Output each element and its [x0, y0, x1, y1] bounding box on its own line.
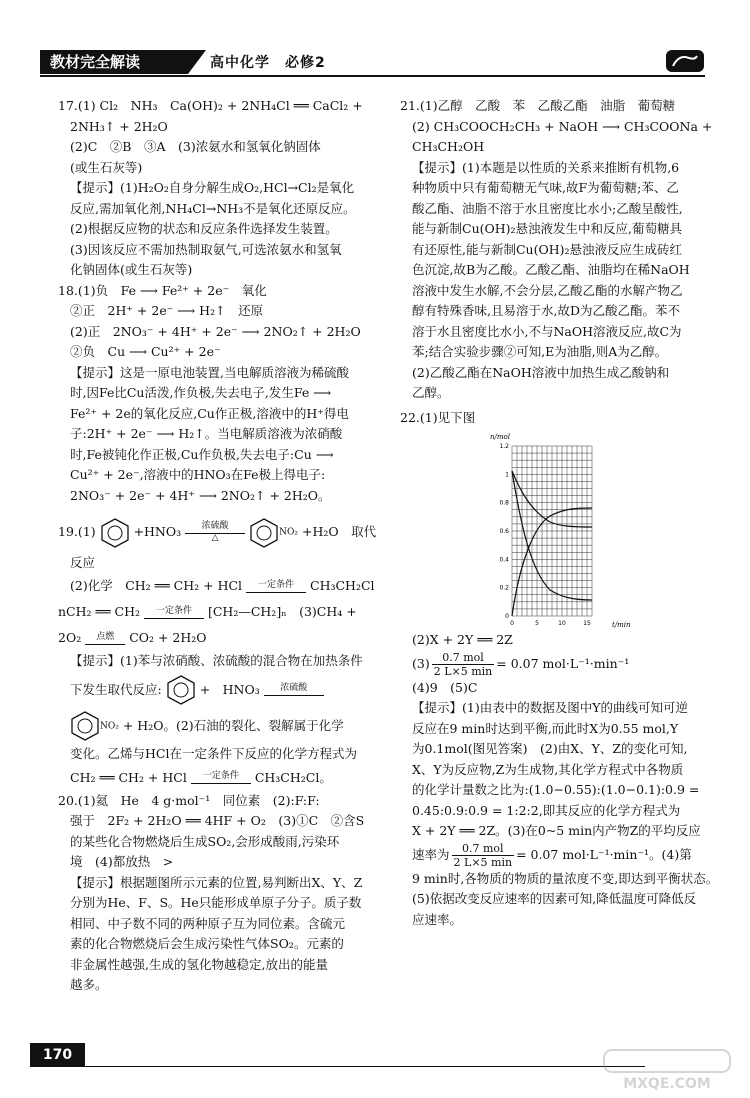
x-tick-label: 5	[535, 620, 539, 627]
y-tick-label: 0.4	[499, 556, 509, 564]
text-line: 反应在9 min时达到平衡,而此时X为0.55 mol,Y	[412, 720, 679, 736]
reaction-line	[58, 625, 388, 651]
right-column	[400, 96, 730, 930]
x-tick-label: 10	[558, 620, 566, 627]
answer-18	[58, 281, 388, 507]
arrow-condition: 点燃	[96, 631, 115, 642]
benzene-ring-icon	[100, 517, 130, 549]
text-line: 时,因Fe比Cu活泼,作负极,失去电子,发生Fe ⟶	[70, 385, 332, 400]
text-line: 种物质中只有葡萄糖无气味,故F为葡萄糖;苯、乙	[412, 180, 679, 195]
arrow-condition: 一定条件	[258, 579, 295, 590]
text-line: 反应,需加氧化剂,NH₄Cl→NH₃不是氧化还原反应。	[70, 200, 356, 216]
label: 速率为	[412, 846, 450, 862]
text-line: 的某些化合物燃烧后生成SO₂,会形成酸雨,污染环	[70, 833, 340, 849]
header-rule	[40, 75, 705, 77]
text-line: 素的化合物燃烧后会生成污染性气体SO₂。元素的	[70, 936, 344, 951]
text-line: 溶液中发生水解,不会分层,乙酸乙酯的水解产物乙	[412, 282, 683, 298]
subject-title: 高中化学 必修2	[210, 55, 326, 71]
text-line: (2)X + 2Y ══ 2Z	[412, 632, 513, 647]
text-line: 22.(1)见下图	[400, 409, 476, 425]
arrow-condition: 浓硫酸	[280, 683, 308, 693]
text-line: (2)正 2NO₃⁻ + 4H⁺ + 2e⁻ ⟶ 2NO₂↑ + 2H₂O	[70, 323, 361, 339]
hint-line: 【提示】(1)本题是以性质的关系来推断有机物,6	[412, 159, 680, 175]
reaction-arrow	[85, 633, 125, 645]
rate-value: = 0.07 mol·L⁻¹·min⁻¹	[496, 655, 630, 671]
y-tick-label: 0	[505, 613, 509, 620]
x-tick-label: 0	[510, 620, 514, 627]
reaction-arrow	[185, 522, 245, 543]
y-tick-label: 0.2	[499, 584, 509, 592]
footer-rule	[85, 1066, 645, 1067]
text-line: Cu²⁺ + 2e⁻,溶液中的HNO₃在Fe极上得电子:	[70, 467, 326, 482]
page-number: 170	[30, 1043, 85, 1067]
text-line: 子:2H⁺ + 2e⁻ ⟶ H₂↑。当电解质溶液为浓硝酸	[70, 426, 343, 441]
text-line: 0.45:0.9:0.9 = 1:2:2,即其反应的化学方程式为	[412, 802, 681, 818]
hint-line: 【提示】根据题图所示元素的位置,易判断出X、Y、Z	[70, 874, 363, 890]
denominator: 2 L×5 min	[433, 664, 493, 678]
answer-17	[58, 96, 388, 281]
header-tab-shape	[188, 50, 206, 74]
text-line: (2)乙酸乙酯在NaOH溶液中加热生成乙酸钠和	[412, 364, 670, 380]
fraction	[452, 842, 515, 869]
numerator: 0.7 mol	[452, 842, 515, 856]
left-column	[58, 96, 388, 996]
reaction-arrow	[264, 684, 324, 696]
benzene-ring-icon	[70, 710, 100, 742]
reactants: nCH₂ ══ CH₂	[58, 604, 141, 619]
text-line: 21.(1)乙醇 乙酸 苯 乙酸乙酯 油脂 葡萄糖	[400, 98, 676, 113]
arrow-condition: 一定条件	[202, 771, 239, 781]
reagent: +HNO₃	[133, 524, 182, 539]
page-header	[40, 50, 705, 76]
text-line: 17.(1) Cl₂ NH₃ Ca(OH)₂ + 2NH₄Cl ══ CaCl₂ +	[58, 98, 363, 113]
hint-line: 【提示】(1)H₂O₂自身分解生成O₂,HCl→Cl₂是氧化	[70, 180, 355, 195]
reaction-line	[58, 765, 388, 791]
benzene-ring-icon	[166, 674, 196, 706]
y-tick-label: 0.8	[499, 499, 509, 507]
text-line: 9 min时,各物质的物质的量浓度不变,即达到平衡状态。	[412, 870, 719, 886]
text-line: 的化学计量数之比为:(1.0−0.55):(1.0−0.1):0.9 =	[412, 782, 700, 797]
text-line: 相同、中子数不同的两种原子互为同位素。含硫元	[70, 915, 346, 931]
text-line: X、Y为反应物,Z为生成物,其化学方程式中各物质	[412, 761, 684, 777]
mole-time-graph	[490, 430, 640, 630]
graph-xlabel: t/min	[612, 621, 631, 629]
rate-value: = 0.07 mol·L⁻¹·min⁻¹。(4)第	[516, 846, 692, 862]
text-line: 化钠固体(或生石灰等)	[70, 262, 193, 277]
reagent: + HNO₃	[199, 681, 260, 697]
answer-19	[58, 512, 388, 791]
hint-line: 【提示】这是一原电池装置,当电解质溶液为稀硫酸	[70, 364, 349, 380]
no2-group: NO₂	[279, 527, 298, 538]
label: (3)	[412, 655, 430, 671]
reactants: CH₂ ══ CH₂ + HCl	[70, 769, 187, 785]
reaction-line	[58, 512, 388, 553]
text-line: 应速率。	[412, 911, 463, 927]
text-line: CH₃CH₂OH	[412, 139, 485, 154]
reaction-product: +H₂O 取代	[301, 524, 377, 539]
reaction-product: CH₃CH₂Cl	[310, 578, 375, 593]
reaction-product: CO₂ + 2H₂O	[129, 630, 207, 645]
y-tick-label: 1.2	[499, 443, 509, 450]
text-line: 为0.1mol(图见答案) (2)由X、Y、Z的变化可知,	[412, 741, 688, 756]
arrow-condition: 一定条件	[155, 605, 192, 616]
x-tick-label: 15	[583, 620, 591, 627]
y-tick-label: 0.6	[499, 528, 509, 535]
text-line: 酸乙酯、油脂不溶于水且密度比水小;乙酸呈酸性,	[412, 200, 683, 216]
text-line: Fe²⁺ + 2e的氧化反应,Cu作正极,溶液中的H⁺得电	[70, 405, 349, 421]
text-line: (2) CH₃COOCH₂CH₃ + NaOH ⟶ CH₃COONa +	[412, 118, 713, 134]
no2-group: NO₂	[100, 721, 119, 731]
text-line: 能与新制Cu(OH)₂悬浊液发生中和反应,葡萄糖具	[412, 221, 683, 236]
text-line: 反应	[70, 554, 96, 570]
denominator: 2 L×5 min	[453, 855, 513, 869]
question-number: 19.(1)	[58, 524, 96, 539]
text-line: 乙醇。	[412, 385, 450, 400]
text-line: 2NH₃↑ + 2H₂O	[70, 118, 168, 134]
rate-line	[400, 651, 730, 678]
reaction-arrow	[191, 772, 251, 784]
answer-22	[400, 408, 730, 931]
text-line: 2NO₃⁻ + 2e⁻ + 4H⁺ ⟶ 2NO₂↑ + 2H₂O。	[70, 487, 331, 503]
arrow-condition: 浓硫酸	[201, 521, 229, 531]
text-line: 20.(1)氦 He 4 g·mol⁻¹ 同位素 (2):F:F:	[58, 792, 320, 808]
text-line: 境 (4)都放热 >	[70, 854, 174, 869]
text-line: X + 2Y ══ 2Z。(3)在0~5 min内产物Z的平均反应	[412, 823, 701, 838]
reaction-product: CH₃CH₂Cl。	[254, 769, 332, 785]
text-line: 下发生取代反应:	[70, 681, 162, 697]
reaction-arrow	[246, 581, 306, 593]
text-line: 时,Fe被钝化作正极,Cu作负极,失去电子:Cu ⟶	[70, 446, 334, 462]
fraction	[432, 651, 495, 678]
watermark	[602, 1048, 732, 1092]
text-line: 苯;结合实验步骤②可知,E为油脂,则A为乙醇。	[412, 344, 668, 359]
reaction-line	[58, 672, 388, 708]
text-line: 分别为He、F、S。He只能形成单原子分子。质子数	[70, 895, 362, 910]
reaction-arrow	[144, 607, 204, 619]
reaction-line	[58, 573, 388, 599]
benzene-ring-icon	[249, 517, 279, 549]
hint-line: 【提示】(1)苯与浓硝酸、浓硫酸的混合物在加热条件	[70, 653, 363, 668]
reactants: (2)化学 CH₂ ══ CH₂ + HCl	[70, 578, 243, 593]
text-line: 18.(1)负 Fe ⟶ Fe²⁺ + 2e⁻ 氧化	[58, 282, 267, 298]
reactants: 2O₂	[58, 630, 82, 645]
text-line: (或生石灰等)	[70, 159, 143, 175]
text-line: (3)因该反应不需加热制取氨气,可选浓氨水和氢氧	[70, 241, 342, 257]
text-line: ②负 Cu ⟶ Cu²⁺ + 2e⁻	[70, 344, 221, 359]
numerator: 0.7 mol	[432, 651, 495, 665]
publisher-logo-icon	[665, 48, 705, 74]
text-line: 越多。	[70, 977, 108, 992]
reaction-product: [CH₂—CH₂]ₙ (3)CH₄ +	[207, 604, 357, 619]
watermark-text: MXQE.COM	[623, 1076, 711, 1092]
text-line: 强于 2F₂ + 2H₂O ══ 4HF + O₂ (3)①C ②含S	[70, 813, 365, 828]
text-line: (2)C ②B ③A (3)浓氨水和氢氧化钠固体	[70, 139, 321, 154]
text-line: 变化。乙烯与HCl在一定条件下反应的化学方程式为	[70, 746, 357, 761]
text-line: 醇有特殊香味,且易溶于水,故D为乙酸乙酯。苯不	[412, 303, 680, 318]
y-tick-label: 1	[505, 471, 509, 479]
text-line: (2)根据反应物的状态和反应条件选择发生装置。	[70, 221, 338, 236]
text-line: 非金属性越强,生成的氢化物越稳定,放出的能量	[70, 956, 328, 972]
text-line: + H₂O。(2)石油的裂化、裂解属于化学	[122, 717, 344, 733]
answer-21	[400, 96, 730, 404]
series-title: 教材完全解读	[40, 50, 188, 74]
text-line: (4)9 (5)C	[412, 679, 478, 695]
watermark-logo-icon	[602, 1048, 732, 1092]
hint-line: 【提示】(1)由表中的数据及图中Y的曲线可知可逆	[412, 700, 688, 715]
text-line: ②正 2H⁺ + 2e⁻ ⟶ H₂↑ 还原	[70, 303, 264, 318]
text-line: 有还原性,能与新制Cu(OH)₂悬浊液反应生成砖红	[412, 241, 683, 257]
reaction-line	[58, 708, 388, 745]
answer-20	[58, 791, 388, 996]
text-line: 色沉淀,故B为乙酸。乙酸乙酯、油脂均在稀NaOH	[412, 262, 690, 277]
arrow-heat: △	[211, 533, 219, 543]
text-line: 溶于水且密度比水小,不与NaOH溶液反应,故C为	[412, 323, 682, 339]
graph-ylabel: n/mol	[490, 433, 510, 441]
reaction-line	[58, 599, 388, 625]
text-line: (5)依据改变反应速率的因素可知,降低温度可降低反	[412, 891, 697, 906]
rate-line	[400, 842, 730, 869]
